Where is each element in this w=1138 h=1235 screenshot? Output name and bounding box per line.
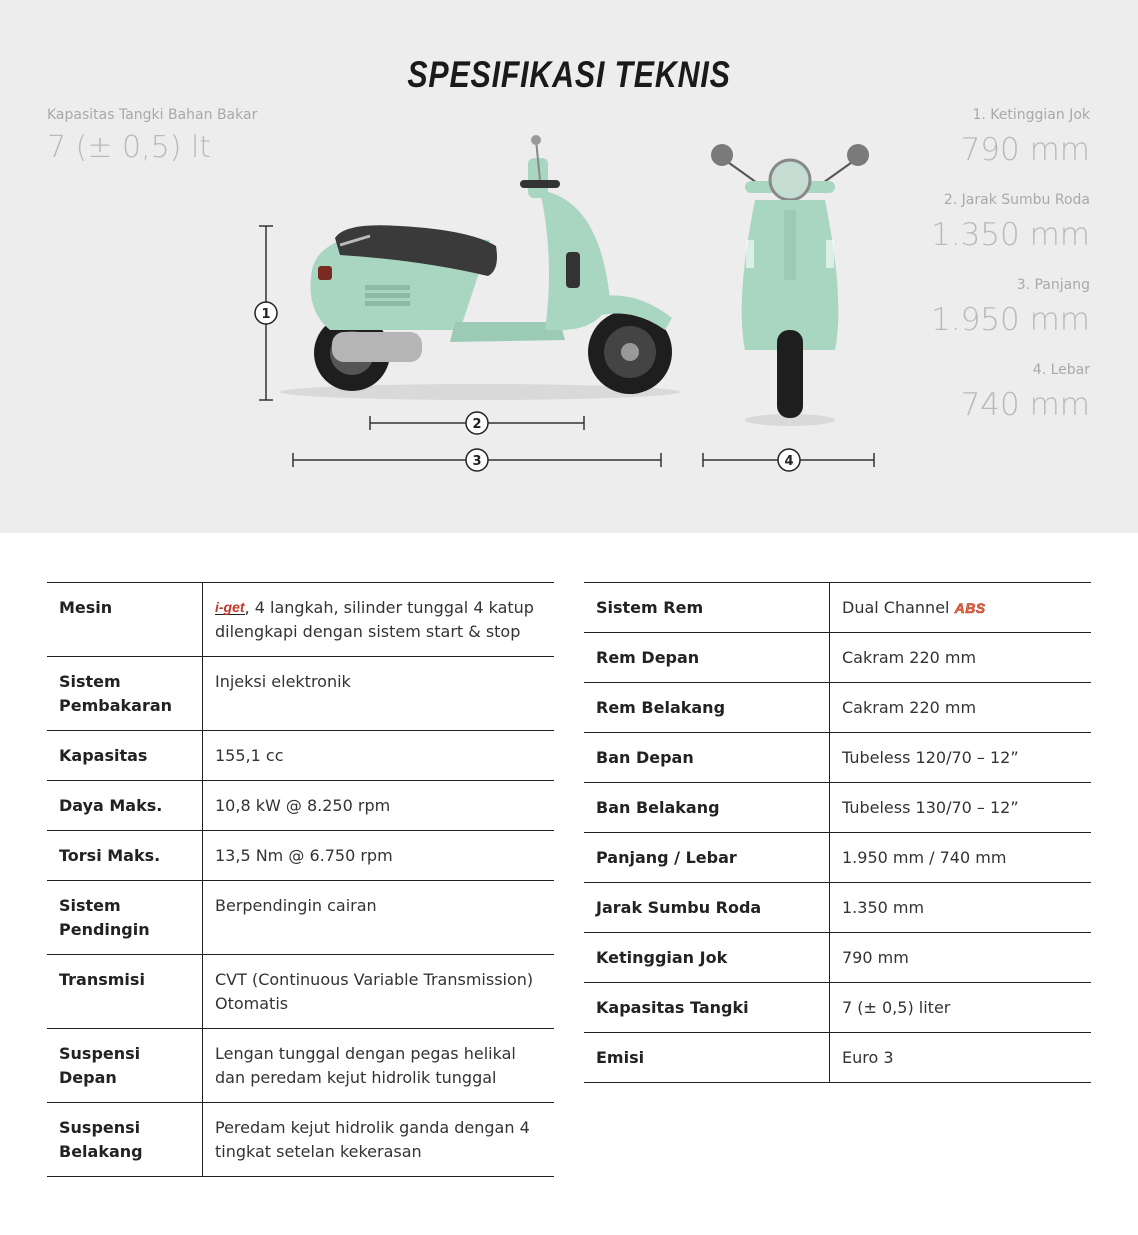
spec-value: Tubeless 120/70 – 12” xyxy=(830,733,1092,783)
svg-text:2: 2 xyxy=(472,417,482,432)
table-row xyxy=(584,783,1091,833)
spec-key: Ban Depan xyxy=(584,733,830,783)
scooter-illustration xyxy=(0,0,1138,533)
spec-table-left xyxy=(47,582,554,1177)
dimension-value: 1.950 mm xyxy=(931,302,1090,338)
table-row xyxy=(584,1033,1091,1083)
table-row xyxy=(47,881,554,955)
spec-key: Ketinggian Jok xyxy=(584,933,830,983)
spec-key: Panjang / Lebar xyxy=(584,833,830,883)
spec-value: Cakram 220 mm xyxy=(830,683,1092,733)
spec-value: 790 mm xyxy=(830,933,1092,983)
dimension-value: 790 mm xyxy=(960,132,1090,168)
table-row xyxy=(584,633,1091,683)
spec-key: Ban Belakang xyxy=(584,783,830,833)
spec-value xyxy=(830,583,1092,633)
spec-value: CVT (Continuous Variable Transmission) Otomatis xyxy=(203,955,555,1029)
spec-value: 155,1 cc xyxy=(203,731,555,781)
marker-2 xyxy=(466,412,488,434)
spec-key: Kapasitas Tangki xyxy=(584,983,830,1033)
table-row xyxy=(584,733,1091,783)
iget-logo: i-get xyxy=(215,599,245,615)
dimension-value: 1.350 mm xyxy=(931,217,1090,253)
spec-key: Rem Belakang xyxy=(584,683,830,733)
table-row xyxy=(47,831,554,881)
table-row xyxy=(584,933,1091,983)
spec-key: Kapasitas xyxy=(47,731,203,781)
spec-value: Tubeless 130/70 – 12” xyxy=(830,783,1092,833)
spec-key: Mesin xyxy=(47,583,203,657)
dimension-value: 740 mm xyxy=(960,387,1090,423)
spec-value: 10,8 kW @ 8.250 rpm xyxy=(203,781,555,831)
svg-text:3: 3 xyxy=(472,454,482,469)
table-row xyxy=(584,983,1091,1033)
spec-key: Sistem Rem xyxy=(584,583,830,633)
spec-value: Injeksi elektronik xyxy=(203,657,555,731)
spec-value xyxy=(203,583,555,657)
tank-capacity-value: 7 (± 0,5) lt xyxy=(47,130,212,165)
spec-key: Jarak Sumbu Roda xyxy=(584,883,830,933)
spec-key: Sistem Pendingin xyxy=(47,881,203,955)
abs-logo: ABS xyxy=(954,600,986,616)
spec-table-right xyxy=(584,582,1091,1083)
spec-value: Berpendingin cairan xyxy=(203,881,555,955)
spec-value-text: , 4 langkah, silinder tunggal 4 katup dilengkapi dengan sistem start & stop xyxy=(215,598,534,641)
spec-key: Transmisi xyxy=(47,955,203,1029)
table-row xyxy=(47,1029,554,1103)
spec-value: Cakram 220 mm xyxy=(830,633,1092,683)
spec-key: Emisi xyxy=(584,1033,830,1083)
table-row xyxy=(47,781,554,831)
spec-key: Daya Maks. xyxy=(47,781,203,831)
table-row xyxy=(47,657,554,731)
table-row xyxy=(47,1103,554,1177)
dimension-label: 2. Jarak Sumbu Roda xyxy=(943,192,1090,208)
spec-key: Suspensi Belakang xyxy=(47,1103,203,1177)
spec-value: Lengan tunggal dengan pegas helikal dan peredam kejut hidrolik tunggal xyxy=(203,1029,555,1103)
marker-1 xyxy=(255,302,277,324)
spec-key: Suspensi Depan xyxy=(47,1029,203,1103)
spec-key: Rem Depan xyxy=(584,633,830,683)
dimension-label: 4. Lebar xyxy=(1032,362,1090,378)
tank-capacity-label: Kapasitas Tangki Bahan Bakar xyxy=(47,107,258,123)
spec-key: Sistem Pembakaran xyxy=(47,657,203,731)
marker-4 xyxy=(778,449,800,471)
page-title: SPESIFIKASI TEKNIS xyxy=(407,54,731,95)
svg-text:4: 4 xyxy=(784,454,794,469)
table-row xyxy=(47,731,554,781)
spec-key: Torsi Maks. xyxy=(47,831,203,881)
svg-text:1: 1 xyxy=(261,307,271,322)
spec-value: Euro 3 xyxy=(830,1033,1092,1083)
scooter-front-view xyxy=(711,144,869,426)
spec-value: 1.950 mm / 740 mm xyxy=(830,833,1092,883)
dimension-label: 1. Ketinggian Jok xyxy=(972,107,1090,123)
table-row xyxy=(584,583,1091,633)
table-row xyxy=(47,583,554,657)
table-row xyxy=(584,883,1091,933)
spec-value: 13,5 Nm @ 6.750 rpm xyxy=(203,831,555,881)
table-row xyxy=(47,955,554,1029)
spec-value: Peredam kejut hidrolik ganda dengan 4 tingkat setelan kekerasan xyxy=(203,1103,555,1177)
spec-value: 1.350 mm xyxy=(830,883,1092,933)
spec-value: 7 (± 0,5) liter xyxy=(830,983,1092,1033)
scooter-side-view xyxy=(280,135,680,400)
table-row xyxy=(584,833,1091,883)
marker-3 xyxy=(466,449,488,471)
dimension-label: 3. Panjang xyxy=(1016,277,1090,293)
spec-value-text: Dual Channel xyxy=(842,598,955,617)
table-row xyxy=(584,683,1091,733)
